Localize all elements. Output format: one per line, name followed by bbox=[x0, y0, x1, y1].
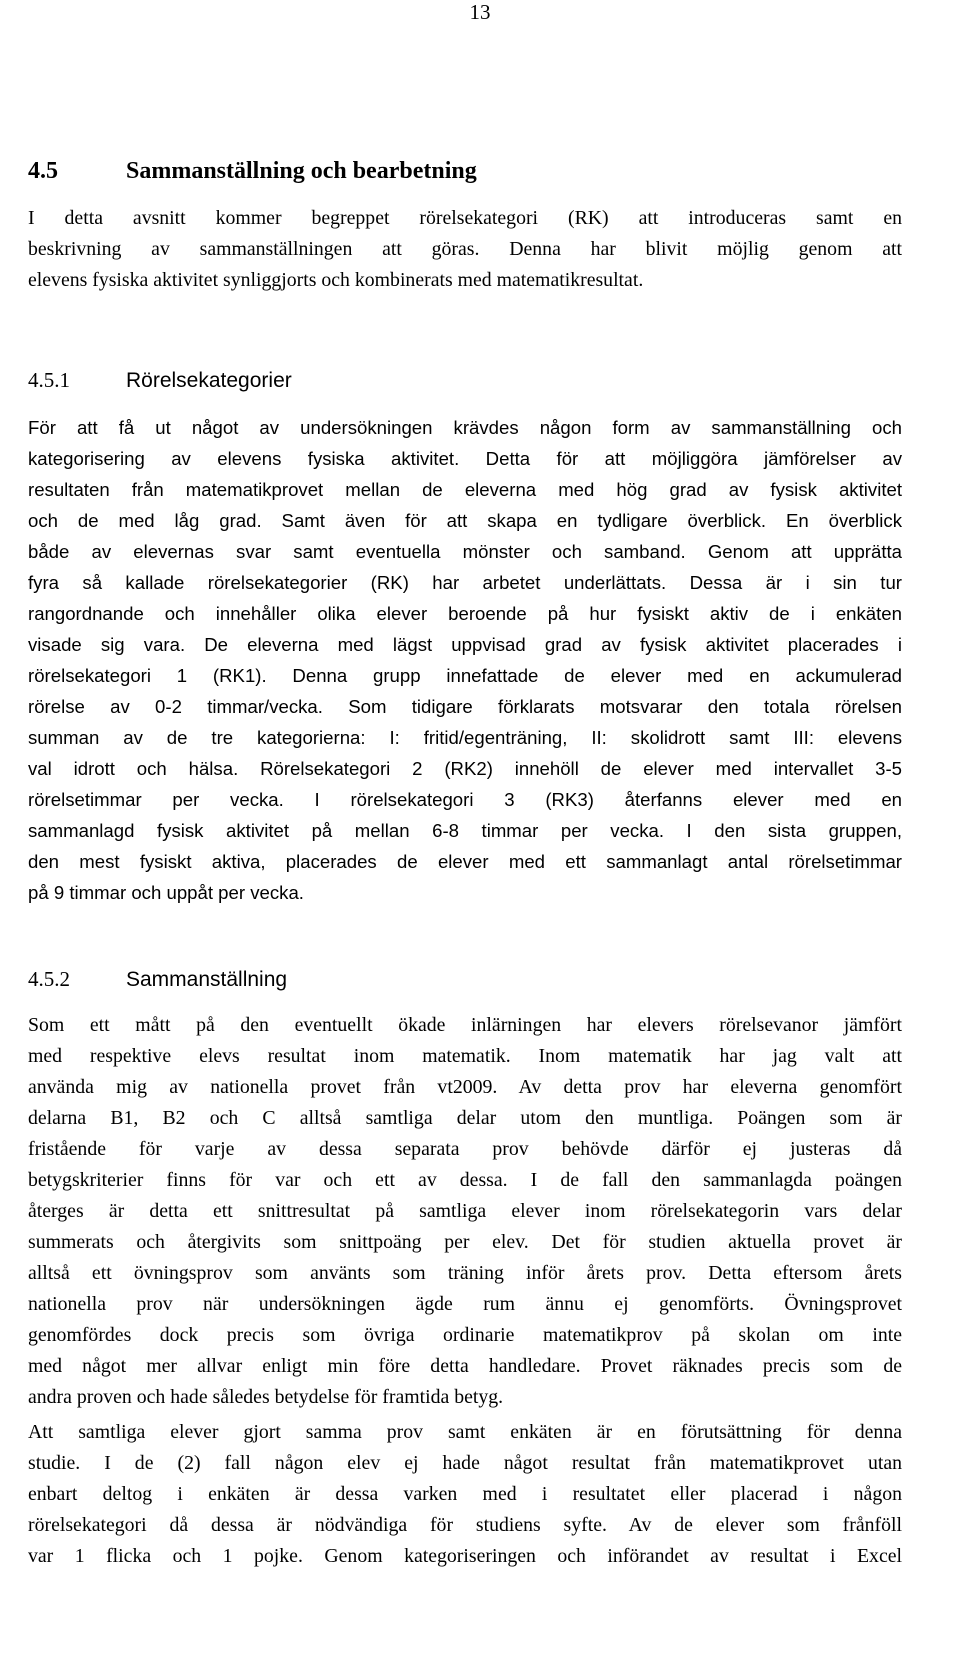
text-line: andra proven och hade således betydelse för framtida betyg. bbox=[28, 1386, 504, 1408]
text-line: på 9 timmar och uppåt per vecka. bbox=[28, 882, 304, 903]
text-line: återges är detta ett snittresultat på samtliga elever inom rörelsekategorin vars delar bbox=[28, 1200, 902, 1222]
text-line: val idrott och hälsa. Rörelsekategori 2 (RK2) innehöll de elever med intervallet 3-5 bbox=[28, 758, 902, 779]
subsection-title: Sammanställning bbox=[126, 968, 288, 991]
text-line: kategorisering av elevens fysiska aktivitet. Detta för att möjliggöra jämförelser av bbox=[28, 448, 902, 469]
subsection-number: 4.5.1 bbox=[28, 368, 70, 392]
rorelsekategorier-paragraph bbox=[28, 412, 902, 908]
text-line: nationella prov när undersökningen ägde rum ännu ej genomförts. Övningsprovet bbox=[28, 1293, 902, 1315]
text-line: med något mer allvar enligt min före detta handledare. Provet räknades precis som de bbox=[28, 1355, 902, 1377]
text-line: var 1 flicka och 1 pojke. Genom kategoriseringen och införandet av resultat i Excel bbox=[28, 1545, 902, 1567]
subsection-heading-1 bbox=[28, 368, 292, 393]
text-line: delarna B1, B2 och C alltså samtliga delar utom den muntliga. Poängen som är bbox=[28, 1107, 902, 1129]
sammanstallning-paragraph-2 bbox=[28, 1417, 902, 1572]
text-line: Att samtliga elever gjort samma prov samt enkäten är en förutsättning för denna bbox=[28, 1421, 902, 1443]
text-line: Som ett mått på den eventuellt ökade inlärningen har elevers rörelsevanor jämfört bbox=[28, 1014, 902, 1036]
text-line: rörelse av 0-2 timmar/vecka. Som tidigare förklarats motsvarar den totala rörelsen bbox=[28, 696, 902, 717]
text-line: använda mig av nationella provet från vt2009. Av detta prov har eleverna genomfört bbox=[28, 1076, 902, 1098]
text-line: och de med låg grad. Samt även för att skapa en tydligare överblick. En överblick bbox=[28, 510, 902, 531]
text-line: summerats och återgivits som snittpoäng per elev. Det för studien aktuella provet är bbox=[28, 1231, 902, 1253]
text-line: summan av de tre kategorierna: I: fritid/egenträning, II: skolidrott samt III: elevens bbox=[28, 727, 902, 748]
text-line: rörelsekategori då dessa är nödvändiga för studiens syfte. Av de elever som frånföll bbox=[28, 1514, 902, 1536]
text-line: I detta avsnitt kommer begreppet rörelsekategori (RK) att introduceras samt en bbox=[28, 207, 902, 229]
text-line: visade sig vara. De eleverna med lägst uppvisad grad av fysisk aktivitet placerades i bbox=[28, 634, 902, 655]
text-line: fristående för varje av dessa separata prov behövde därför ej justeras då bbox=[28, 1138, 902, 1160]
text-line: rörelsekategori 1 (RK1). Denna grupp innefattade de elever med en ackumulerad bbox=[28, 665, 902, 686]
text-line: den mest fysiskt aktiva, placerades de elever med ett sammanlagt antal rörelsetimmar bbox=[28, 851, 902, 872]
text-line: rangordnande och innehåller olika elever beroende på hur fysiskt aktiv de i enkäten bbox=[28, 603, 902, 624]
section-number: 4.5 bbox=[28, 158, 58, 184]
section-heading bbox=[28, 158, 477, 185]
text-line: enbart deltog i enkäten är dessa varken med i resultatet eller placerad i någon bbox=[28, 1483, 902, 1505]
text-line: både av elevernas svar samt eventuella mönster och samband. Genom att upprätta bbox=[28, 541, 902, 562]
text-line: alltså ett övningsprov som använts som träning inför årets prov. Detta eftersom årets bbox=[28, 1262, 902, 1284]
text-line: rörelsetimmar per vecka. I rörelsekategori 3 (RK3) återfanns elever med en bbox=[28, 789, 902, 810]
text-line: resultaten från matematikprovet mellan de eleverna med hög grad av fysisk aktivitet bbox=[28, 479, 902, 500]
text-line: beskrivning av sammanställningen att göras. Denna har blivit möjlig genom att bbox=[28, 238, 902, 260]
text-line: betygskriterier finns för var och ett av dessa. I de fall den sammanlagda poängen bbox=[28, 1169, 902, 1191]
subsection-number: 4.5.2 bbox=[28, 967, 70, 991]
page-number: 13 bbox=[469, 0, 491, 24]
text-line: För att få ut något av undersökningen krävdes någon form av sammanställning och bbox=[28, 417, 902, 438]
text-line: fyra så kallade rörelsekategorier (RK) har arbetet underlättats. Dessa är i sin tur bbox=[28, 572, 902, 593]
text-line: sammanlagd fysisk aktivitet på mellan 6-8 timmar per vecka. I den sista gruppen, bbox=[28, 820, 902, 841]
sammanstallning-paragraph-1 bbox=[28, 1010, 902, 1413]
intro-paragraph bbox=[28, 203, 902, 296]
text-line: genomfördes dock precis som övriga ordinarie matematikprov på skolan om inte bbox=[28, 1324, 902, 1346]
subsection-heading-2 bbox=[28, 967, 287, 992]
text-line: elevens fysiska aktivitet synliggjorts och kombinerats med matematikresultat. bbox=[28, 269, 644, 291]
subsection-title: Rörelsekategorier bbox=[126, 369, 292, 392]
text-line: med respektive elevs resultat inom matematik. Inom matematik har jag valt att bbox=[28, 1045, 902, 1067]
text-line: studie. I de (2) fall någon elev ej hade något resultat från matematikprovet utan bbox=[28, 1452, 902, 1474]
section-title: Sammanställning och bearbetning bbox=[126, 158, 477, 184]
